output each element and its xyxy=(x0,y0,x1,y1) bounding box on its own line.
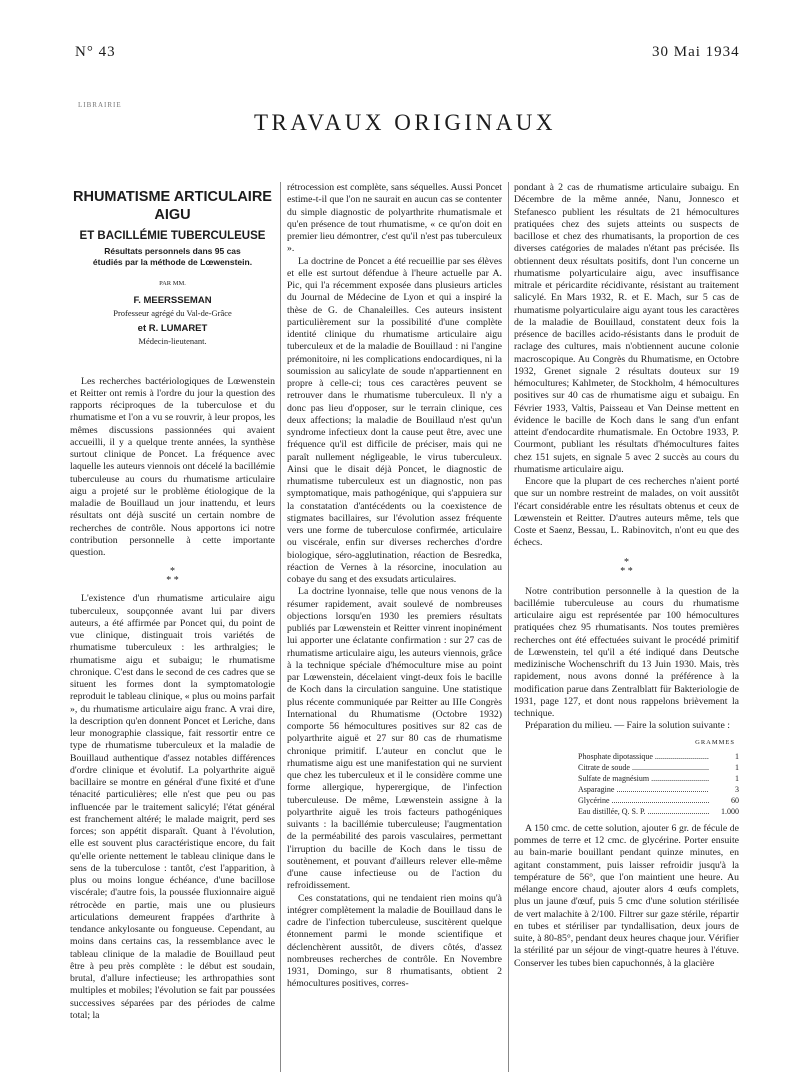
column-divider xyxy=(508,182,509,1072)
column-2 xyxy=(287,182,502,991)
column-divider xyxy=(280,182,281,1072)
issue-number: N° 43 xyxy=(75,44,116,60)
section-separator: * * * xyxy=(620,556,633,577)
body-paragraph: Encore que la plupart de ces recherches n'aient porté que sur un nombre restreint de malades, on voit aussitôt l'écart considérable entre les résultats obtenus et ceux de Lœwenstein et Reitter. D'autres auteurs même, tels que Coste et Saenz, Bessau, L. Rabinovitch, n'ont eu que des échecs. xyxy=(514,476,739,549)
table-row: Sulfate de magnésium ..... 1 xyxy=(578,773,739,784)
body-paragraph: A 150 cmc. de cette solution, ajouter 6 gr. de fécule de pommes de terre et 12 cmc. de glycérine. Porter ensuite au bain-marie bouillant pendant quinze minutes, en agitant constamment, puis laisser refroidir jusqu'à la température de 56°, que l'on maintient une heure. Au mélange encore chaud, ajouter alors 4 œufs complets, plus un jaune d'œuf, puis 5 cmc d'une solution stérilisée de vert malachite à 2/100. Filtrer sur gaze stérile, répartir en tubes et stériliser par tyndallisation, deux jours de suite, à 80-85°, pendant deux heures chaque jour. Vérifier la stérilité par un séjour de vingt-quatre heures à l'étuve. Conserver les tubes bien capuchonnés, à la glacière xyxy=(514,822,739,969)
body-paragraph: rétrocession est complète, sans séquelles. Aussi Poncet estime-t-il que l'on ne saurait en aucun cas se contenter du simple diagnostic de polyarthrite rhumatismale et qu'en présence de tout rhumatisme, « ce qu'on doit en premier lieu démontrer, c'est qu'il n'est pas tuberculeux ». xyxy=(287,182,502,255)
body-paragraph: L'existence d'un rhumatisme articulaire aigu tuberculeux, soupçonnée avant lui par divers auteurs, a été affirmée par Poncet qui, du point de vue clinique, distinguait trois variétés de rhumatisme tuberculeux : les arthralgies; le rhumatisme aigu et subaigu; le rhumatisme chronique. C'est dans le second de ces cadres que se situent les formes dont la symptomatologie reproduit le tableau clinique, « plus ou moins parfait », du rhumatisme articulaire aigu franc. A vrai dire, la description qu'en donnent Poncet et Leriche, dans leur monographie classique, fait ressortir entre ce type de rhumatisme tuberculeux et la maladie de Bouillaud authentique d'assez notables différences d'ordre clinique et évolutif. La polyarthrite aiguë bacillaire se montre en général d'une fixité et d'une ténacité particulières; elle n'est que peu ou pas influencée par le traitement salicylé; l'état général est franchement altéré; le malade maigrit, perd ses forces; son appétit disparaît. Quant à l'évolution, elle est souvent plus caractéristique encore, du fait qu'elle oriente nettement le tableau clinique dans le sens de la tuberculose : tantôt, c'est l'apparition, à plus ou moins longue échéance, d'une bacillose viscérale; d'autre fois, la poussée fluxionnaire aiguë rétrocède en partie, mais une ou plusieurs articulations demeurent frappées d'arthrite à tendance ankylosante ou fongueuse. Cependant, au moins dans certains cas, la ressemblance avec le tableau clinique de la maladie de Bouillaud peut être à peu près complète : le début est soudain, brutal, d'allure infectieuse; les arthropathies sont multiples et mobiles; l'évolution se fait par poussées successives séparées par des périodes de calme total; la xyxy=(70,593,275,1021)
author-name: F. MEERSSEMAN xyxy=(133,294,212,306)
ingredients-table xyxy=(514,751,739,817)
article-subtitle: ET BACILLÉMIE TUBERCULEUSE xyxy=(79,230,266,242)
body-paragraph: Préparation du milieu. — Faire la solution suivante : xyxy=(525,720,730,732)
body-paragraph: La doctrine de Poncet a été recueillie par ses élèves et elle est surtout défendue à l'heure actuelle par A. Pic, qui l'a récemment exposée dans plusieurs articles du Journal de Médecine de Lyon et qui a inspiré la thèse de G. de Chanaleilles. Ces auteurs insistent particulièrement sur la possibilité d'une complète identité clinique du rhumatisme articulaire aigu tuberculeux et de la maladie de Bouillaud : ni l'angine prémonitoire, ni les complications endocardiques, ni la soumission au salicylate de soude n'appartiennent en propre à celle-ci; tous ces caractères peuvent se retrouver dans le rhumatisme tuberculeux. Il n'y a donc pas lieu d'opposer, sur le terrain clinique, ces deux affections; la maladie de Bouillaud n'est qu'un syndrome infectieux dont la cause peut être, avec une fréquence qu'il est difficile de préciser, mais qui ne paraît nullement négligeable, le virus tuberculeux. Ainsi que le disait déjà Poncet, le diagnostic de rhumatisme tuberculeux est un diagnostic, non pas symptomatique, mais pathogénique, qui s'appuiera sur la constatation d'antécédents ou la coexistence de stigmates bacillaires, sur l'évolution assez fréquente vers une forme de tuberculose confirmée, articulaire ou viscérale, enfin sur diverses recherches d'ordre biologique, séro-agglutination, réaction de Besredka, réaction de Vernes à la résorcine, inoculation au cobaye du sang et des exsudats articulaires. xyxy=(287,255,502,585)
issue-date: 30 Mai 1934 xyxy=(652,44,740,60)
column-3 xyxy=(514,182,739,970)
column-1 xyxy=(70,188,275,1022)
body-paragraph: La doctrine lyonnaise, telle que nous venons de la résumer rapidement, avait soulevé de nombreuses objections lorsqu'en 1930 les premiers résultats publiés par Lœwenstein et Reitter vinrent inopinément lui apporter une éclatante confirmation : sur 27 cas de rhumatisme articulaire aigu, les auteurs viennois, grâce à la technique spéciale d'hémoculture mise au point par Lœwenstein, décelaient vingt-deux fois le bacille de Koch dans la circulation sanguine. Une statistique plus récente communiquée par Reitter au IIIe Congrès International du Rhumatisme (Octobre 1932) comporte 56 hémocultures positives sur 82 cas de polyarthrite aiguë et 27 sur 80 cas de rhumatisme chronique primitif. L'auteur en conclut que le rhumatisme aigu est une manifestation qui ne survient que chez les tuberculeux et il le considère comme une forme allergique, hyperergique, de l'infection tuberculeuse. De même, Lœwenstein assigne à la polyarthrite aiguë les trois facteurs pathogéniques suivants : la bacillémie tuberculeuse; l'augmentation de la perméabilité des parois vasculaires, permettant l'irruption du bacille de Koch dans le tissu de soutènement, et pouvant d'ailleurs relever elle-même d'une cause infectieuse ou de l'action du refroidissement. xyxy=(287,586,502,892)
table-row: Phosphate dipotassique ..... 1 xyxy=(578,751,739,762)
library-stamp: LIBRAIRIE xyxy=(78,101,122,109)
article-title: RHUMATISME ARTICULAIRE AIGU xyxy=(73,189,272,223)
table-row: Glycérine ..... 60 xyxy=(578,795,739,806)
table-row: Citrate de soude ..... 1 xyxy=(578,762,739,773)
intro-paragraph: Les recherches bactériologiques de Lœwenstein et Reitter ont remis à l'ordre du jour la question des rapports réciproques de la tuberculose et du rhumatisme et l'on a vu se rouvrir, à leur propos, les mêmes discussions passionnées qui avaient accueilli, il y a quelque trente années, la synthèse surtout clinique de Poncet. La fréquence avec laquelle les auteurs viennois ont décelé la bacillémie tuberculeuse au cours du rhumatisme articulaire aigu a projeté sur le problème étiologique de la maladie de Bouillaud un jour inattendu, et leurs résultats ont déjà suscité un certain nombre de recherches de contrôle. Nous apportons ici notre contribution personnelle à cette importante question. xyxy=(70,375,275,558)
table-row: Eau distillée, Q. S. P. ..... 1.000 xyxy=(578,806,739,817)
body-paragraph: Ces constatations, qui ne tendaient rien moins qu'à intégrer complètement la maladie de Bouillaud dans le cadre de l'infection tuberculeuse, suscitèrent quelque étonnement parmi le monde scientifique et déclenchèrent aussitôt, de divers côtés, d'assez nombreuses recherches de contrôle. En Novembre 1931, Domingo, sur 8 rhumatisants, obtient 2 hémocultures positives, corres- xyxy=(287,892,502,990)
author-name: et R. LUMARET xyxy=(137,323,208,334)
table-row: Asparagine ..... 3 xyxy=(578,784,739,795)
table-unit-header: GRAMMES xyxy=(695,738,735,746)
section-separator: * * * xyxy=(166,566,179,587)
section-title: TRAVAUX ORIGINAUX xyxy=(253,110,557,135)
body-paragraph: Notre contribution personnelle à la question de la bacillémie tuberculeuse au cours du rhumatisme articulaire aigu est représentée par 100 hémocultures pratiquées chez 95 rhumatisants. Nos toutes premières recherches ont été effectuées suivant le procédé primitif de Lœwenstein, tel qu'il a été indiqué dans Deutsche medizinische Wochenschrift du 13 Juin 1930. Mais, très rapidement, nous avons donné la préférence à la modification parue dans Zentralblatt für Bakteriologie de 1931, page 127, et dont nous rappelons brièvement la technique. xyxy=(514,585,739,719)
byline-label: PAR MM. xyxy=(159,280,186,288)
body-paragraph: pondant à 2 cas de rhumatisme articulaire subaigu. En Décembre de la même année, Nanu, Jonnesco et Stefanesco publient les résultats de 21 hémocultures pratiquées chez des sujets atteints ou suspects de bacillose et chez des rhumatisants, la proportion de ces diverses catégories de malades n'étant pas précisée. Ils obtiennent deux résultats positifs, dont l'un concerne un rhumatisme polyarticulaire aigu, avec insuffisance mitrale et péricardite récidivante, résistant au traitement salicylé. En Mars 1932, R. et E. Mach, sur 5 cas de rhumatisme polyarticulaire aigu ayant tous les caractères de la maladie de Bouillaud, constatent deux fois la présence de bacilles acido-résistants dans le produit de raclage des cultures, mais n'obtiennent aucune colonie macroscopique. Au Congrès du Rhumatisme, en Octobre 1932, Grenet signale 2 résultats douteux sur 19 hémocultures; Kahlmeter, de Stockholm, 4 hémocultures positives sur 40 cas de rhumatisme aigu et subaigu. En Février 1933, Valtis, Paisseau et Van Deinse mettent en évidence le bacille de Koch dans le sang d'un enfant atteint d'endocardite rhumatismale. En Octobre 1933, P. Courmont, publiant les résultats d'hémocultures faites chez 151 sujets, en signale 5 avec 2 succès au cours du rhumatisme articulaire aigu. xyxy=(514,182,739,475)
article-results-note: Résultats personnels dans 95 cas étudiés par la méthode de Lœwenstein. xyxy=(92,246,253,268)
author-affiliation: Médecin-lieutenant. xyxy=(138,336,207,347)
author-affiliation: Professeur agrégé du Val-de-Grâce xyxy=(113,307,232,318)
